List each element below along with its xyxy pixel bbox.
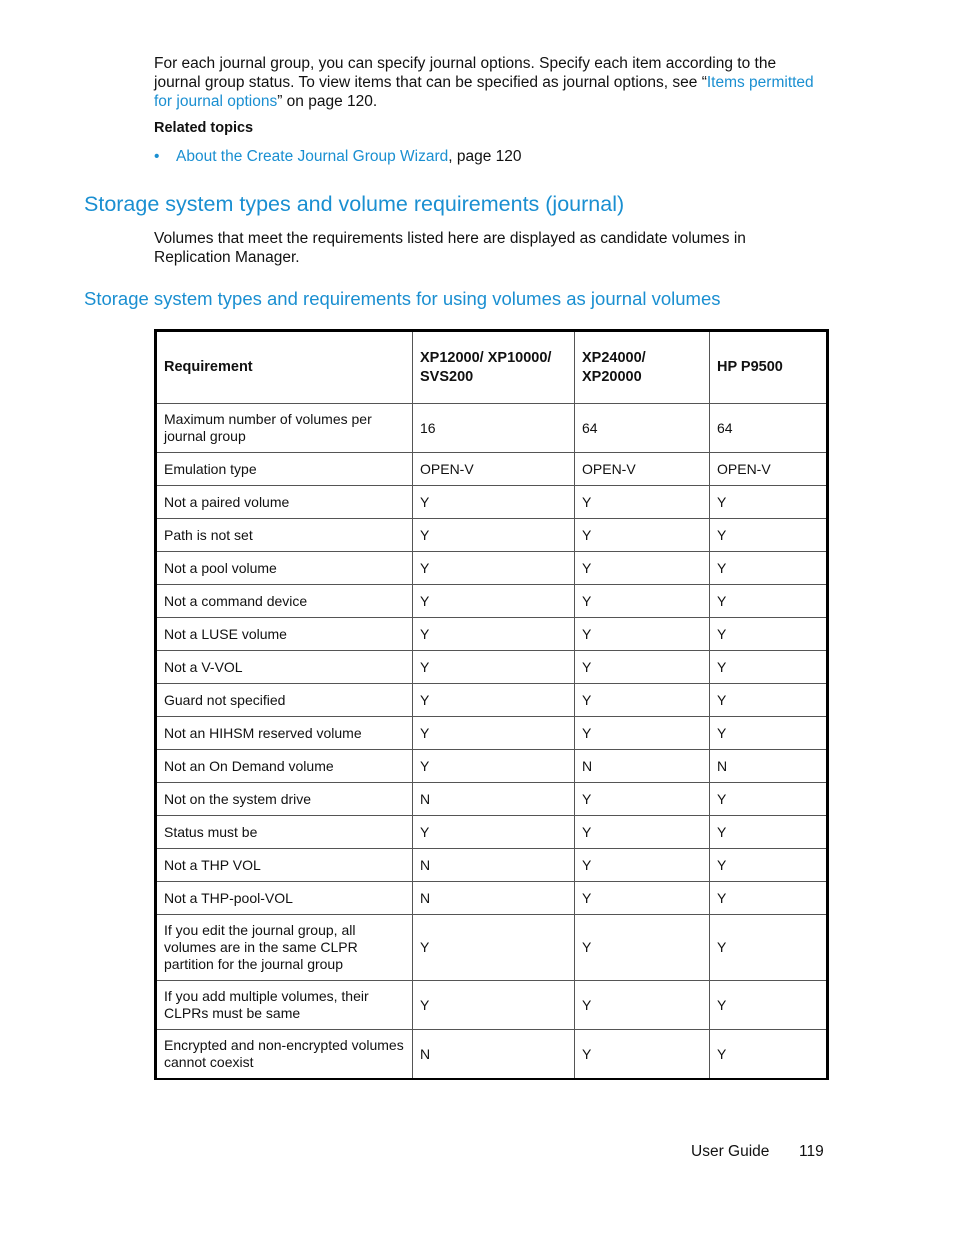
requirement-cell: Not a THP-pool-VOL — [156, 882, 413, 915]
value-cell: Y — [710, 717, 828, 750]
value-cell: Y — [710, 783, 828, 816]
requirement-cell: Not a paired volume — [156, 486, 413, 519]
table-row — [156, 453, 828, 486]
value-cell: Y — [575, 684, 710, 717]
requirement-cell: Not an On Demand volume — [156, 750, 413, 783]
table-row — [156, 651, 828, 684]
value-cell: Y — [710, 816, 828, 849]
table-row — [156, 684, 828, 717]
value-cell: OPEN-V — [710, 453, 828, 486]
table-row — [156, 486, 828, 519]
value-cell: Y — [710, 651, 828, 684]
subsection-title: Storage system types and requirements for using volumes as journal volumes — [84, 288, 721, 309]
table-row — [156, 717, 828, 750]
value-cell: Y — [413, 816, 575, 849]
table-row — [156, 783, 828, 816]
value-cell: Y — [710, 1030, 828, 1080]
requirement-cell: Not a V-VOL — [156, 651, 413, 684]
intro-text-after: ” on page 120. — [277, 93, 378, 110]
value-cell: Y — [575, 882, 710, 915]
table-row — [156, 585, 828, 618]
value-cell: N — [575, 750, 710, 783]
intro-text-before: For each journal group, you can specify journal options. Specify each item according to the journal group status. To view items that can be specified as journal options, see “ — [154, 55, 777, 91]
intro-paragraph — [154, 54, 826, 111]
value-cell: OPEN-V — [413, 453, 575, 486]
value-cell: Y — [413, 486, 575, 519]
value-cell: Y — [710, 552, 828, 585]
value-cell: Y — [575, 1030, 710, 1080]
related-topic-suffix: , page 120 — [448, 148, 522, 165]
related-topics-heading: Related topics — [154, 120, 254, 136]
value-cell: 16 — [413, 404, 575, 453]
header-requirement: Requirement — [156, 331, 413, 404]
table-row — [156, 618, 828, 651]
value-cell: N — [413, 849, 575, 882]
value-cell: Y — [413, 519, 575, 552]
value-cell: Y — [575, 783, 710, 816]
page-number: 119 — [799, 1143, 824, 1160]
table-row — [156, 1030, 828, 1080]
value-cell: Y — [575, 816, 710, 849]
requirement-cell: Not a LUSE volume — [156, 618, 413, 651]
table-body — [156, 404, 828, 1080]
create-journal-group-wizard-link[interactable]: About the Create Journal Group Wizard — [176, 148, 449, 165]
section-body: Volumes that meet the requirements listed here are displayed as candidate volumes in Replication Manager. — [154, 230, 746, 266]
requirement-cell: Emulation type — [156, 453, 413, 486]
value-cell: Y — [413, 717, 575, 750]
value-cell: N — [413, 882, 575, 915]
header-xp12000: XP12000/ XP10000/ SVS200 — [413, 331, 575, 404]
table-row — [156, 816, 828, 849]
requirement-cell: Not a pool volume — [156, 552, 413, 585]
requirement-cell: Path is not set — [156, 519, 413, 552]
requirement-cell: Encrypted and non-encrypted volumes cannot coexist — [156, 1030, 413, 1080]
value-cell: N — [413, 1030, 575, 1080]
table-row — [156, 849, 828, 882]
value-cell: OPEN-V — [575, 453, 710, 486]
value-cell: Y — [575, 849, 710, 882]
requirement-cell: If you add multiple volumes, their CLPRs must be same — [156, 981, 413, 1030]
value-cell: Y — [710, 849, 828, 882]
value-cell: Y — [413, 750, 575, 783]
section-title: Storage system types and volume requirements (journal) — [84, 192, 625, 216]
requirement-cell: Maximum number of volumes per journal group — [156, 404, 413, 453]
value-cell: Y — [710, 486, 828, 519]
requirement-cell: Not a command device — [156, 585, 413, 618]
value-cell: Y — [710, 618, 828, 651]
value-cell: Y — [710, 882, 828, 915]
value-cell: Y — [710, 519, 828, 552]
requirement-cell: Not a THP VOL — [156, 849, 413, 882]
value-cell: Y — [575, 915, 710, 981]
value-cell: Y — [575, 651, 710, 684]
value-cell: Y — [710, 585, 828, 618]
value-cell: Y — [575, 981, 710, 1030]
value-cell: Y — [413, 585, 575, 618]
value-cell: Y — [575, 519, 710, 552]
requirement-cell: Guard not specified — [156, 684, 413, 717]
bullet-icon: • — [154, 148, 160, 165]
value-cell: Y — [413, 651, 575, 684]
value-cell: 64 — [575, 404, 710, 453]
related-topic-item — [154, 148, 522, 166]
header-xp24000: XP24000/ XP20000 — [575, 331, 710, 404]
value-cell: Y — [575, 486, 710, 519]
table-row — [156, 882, 828, 915]
items-permitted-link[interactable]: Items permitted for journal options — [154, 74, 814, 110]
table-row — [156, 404, 828, 453]
value-cell: N — [710, 750, 828, 783]
requirements-table — [154, 329, 829, 1080]
value-cell: Y — [413, 552, 575, 585]
value-cell: Y — [710, 915, 828, 981]
footer-label: User Guide — [691, 1143, 770, 1160]
value-cell: Y — [575, 717, 710, 750]
value-cell: Y — [413, 684, 575, 717]
value-cell: Y — [575, 585, 710, 618]
table-row — [156, 519, 828, 552]
table-row — [156, 750, 828, 783]
value-cell: Y — [413, 981, 575, 1030]
requirement-cell: Not on the system drive — [156, 783, 413, 816]
value-cell: 64 — [710, 404, 828, 453]
value-cell: N — [413, 783, 575, 816]
table-row — [156, 552, 828, 585]
table-row — [156, 915, 828, 981]
value-cell: Y — [413, 915, 575, 981]
requirement-cell: If you edit the journal group, all volumes are in the same CLPR partition for the journal group — [156, 915, 413, 981]
requirement-cell: Not an HIHSM reserved volume — [156, 717, 413, 750]
value-cell: Y — [710, 684, 828, 717]
requirement-cell: Status must be — [156, 816, 413, 849]
header-hp-p9500: HP P9500 — [710, 331, 828, 404]
value-cell: Y — [710, 981, 828, 1030]
value-cell: Y — [575, 552, 710, 585]
table-header-row — [156, 331, 828, 404]
table-row — [156, 981, 828, 1030]
value-cell: Y — [413, 618, 575, 651]
value-cell: Y — [575, 618, 710, 651]
